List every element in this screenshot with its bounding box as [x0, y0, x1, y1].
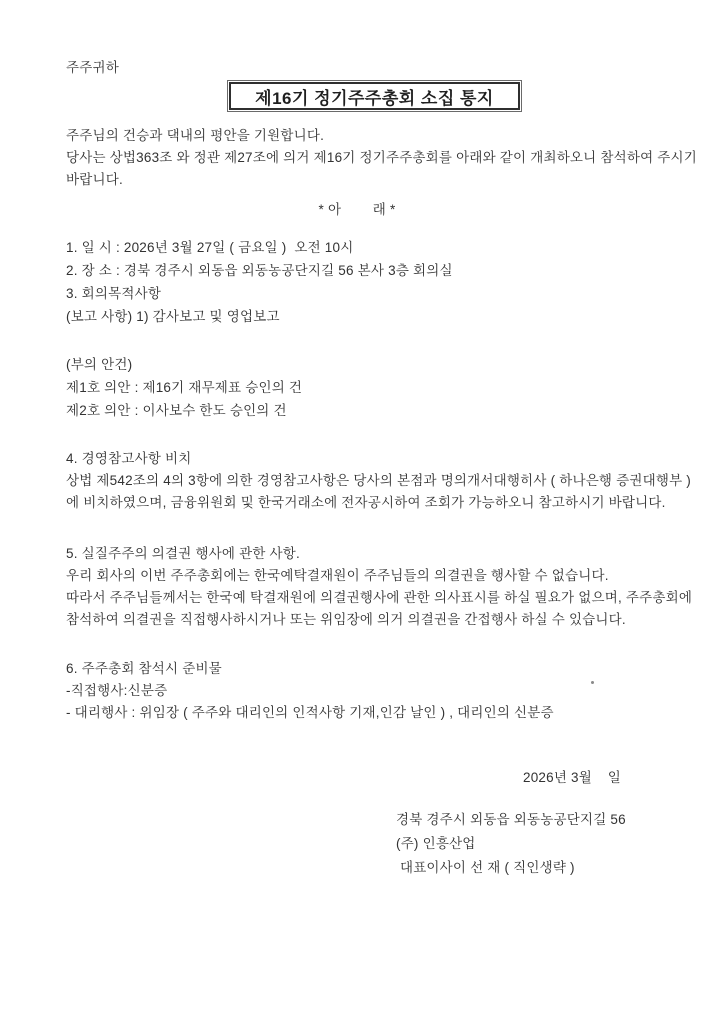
voting-body-line-1: 우리 회사의 이번 주주총회에는 한국예탁결재원이 주주님들의 의결권을 행사할 수 없습니다. [66, 568, 609, 583]
ceo-name-line: 대표이사이 선 재 ( 직인생략 ) [396, 860, 575, 875]
intro-legal-basis-line: 당사는 상법363조 와 정관 제27조에 의거 제16기 정기주주총회를 아래와 같이 개최하오니 참석하여 주시기 [66, 150, 698, 165]
reference-body-line-2: 에 비치하였으며, 금융위원회 및 한국거래소에 전자공시하여 조회가 가능하오니 참고하시기 바랍니다. [66, 495, 666, 510]
intro-closing-line: 바랍니다. [66, 172, 123, 187]
voting-body-line-3: 참석하여 의결권을 직접행사하시거나 또는 위임장에 의거 의결권을 간접행사 하실 수 있습니다. [66, 612, 626, 627]
meeting-purpose-heading: 3. 회의목적사항 [66, 286, 162, 301]
proxy-exercise-line: - 대리행사 : 위임장 ( 주주와 대리인의 인적사항 기재,인감 날인 ) , 대리인의 신분증 [66, 705, 554, 720]
company-address-line: 경북 경주시 외동읍 외동농공단지길 56 [396, 812, 626, 827]
document-title-box [229, 82, 520, 110]
scan-artifact-dot [591, 681, 594, 684]
document-title: 제16기 정기주주총회 소집 통지 [255, 88, 494, 108]
reference-body-line-1: 상법 제542조의 4의 3항에 의한 경영참고사항은 당사의 본점과 명의개서대행히사 ( 하나은행 증권대행부 ) [66, 473, 691, 488]
preparation-heading: 6. 주주총회 참석시 준비물 [66, 661, 222, 676]
reference-heading: 4. 경영참고사항 비치 [66, 451, 192, 466]
company-name-line: (주) 인흥산업 [396, 836, 476, 851]
intro-paragraph [66, 125, 697, 191]
voting-body-line-2: 따라서 주주님들께서는 한국예 탁결재원에 의결권행사에 관한 의사표시를 하실 필요가 없으며, 주주총회에 [66, 590, 693, 605]
report-items-line: (보고 사항) 1) 감사보고 및 영업보고 [66, 309, 280, 324]
meeting-venue-line: 2. 장 소 : 경북 경주시 외동읍 외동농공단지길 56 본사 3층 회의실 [66, 263, 453, 278]
direct-exercise-line: -직접행사:신분증 [66, 683, 168, 698]
below-divider-label: * 아 래 * [318, 202, 396, 217]
proposal-2-line: 제2호 의안 : 이사보수 한도 승인의 건 [66, 403, 287, 418]
meeting-info-section [66, 236, 453, 328]
proposal-1-line: 제1호 의안 : 제16기 재무제표 승인의 건 [66, 380, 303, 395]
reference-materials-section [66, 448, 691, 514]
voting-rights-section [66, 543, 692, 631]
meeting-datetime-line: 1. 일 시 : 2026년 3월 27일 ( 금요일 ) 오전 10시 [66, 240, 354, 255]
proposals-section [66, 353, 302, 422]
proposals-heading: (부의 안건) [66, 357, 133, 372]
intro-greeting-line: 주주님의 건승과 댁내의 평안을 기원합니다. [66, 128, 325, 143]
recipient-line: 주주귀하 [66, 60, 119, 75]
issue-date-line: 2026년 3월 일 [523, 770, 622, 785]
signature-block [396, 808, 626, 880]
preparation-items-section [66, 658, 554, 724]
voting-heading: 5. 실질주주의 의결권 행사에 관한 사항. [66, 546, 300, 561]
